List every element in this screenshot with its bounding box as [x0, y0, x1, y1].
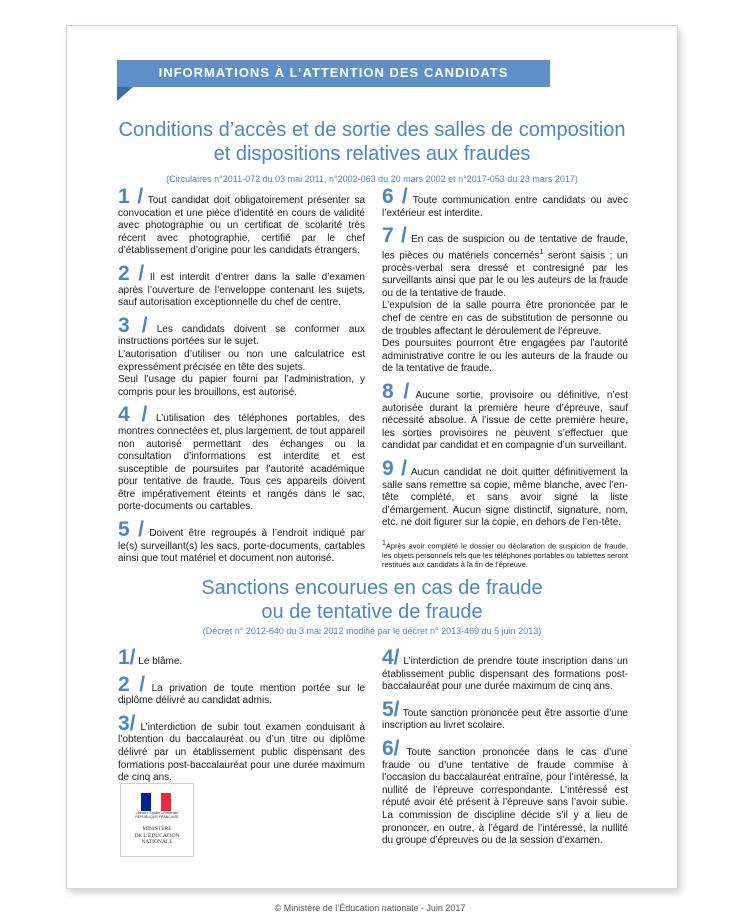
article-number: 7 / — [382, 224, 407, 248]
sanction-5 — [382, 697, 628, 733]
footnote-number: 1 — [382, 539, 386, 547]
article-7 — [382, 224, 629, 376]
article-text: Toute sanction prononcée peut être assortie d’une inscription au livret scolaire. — [382, 707, 628, 732]
article-text: L’interdiction de subir tout examen conduisant à l’obtention du baccalauréat ou d’un titre ou diplôme délivré par un établissement public dispensant des formations post-baccalauréat pour une durée maximum de cinq ans. — [118, 721, 366, 784]
article-text: Aucun candidat ne doit quitter définitivement la salle sans remettre sa copie, même blanche, avec l’en-tête complété, et sans avoir signé la liste d’émargement. Aucun signe distinctif, signature, nom, etc. ne doit figurer sur la copie, en dehors de l’en-tête. — [382, 467, 628, 529]
article-number: 3/ — [118, 711, 136, 735]
article-text: Tout candidat doit obligatoirement présenter sa convocation et une pièce d’identité en cours de validité avec photographie ou un certificat de scolarité très récent avec photographie, certifié par le chef d’établissement d’origine pour les candidats étrangers. — [118, 195, 365, 257]
article-text: Les candidats doivent se conformer aux instructions portées sur le sujet. — [118, 323, 365, 348]
article-text: En cas de suspicion ou de tentative de fraude, les pièces ou matériels concernés — [382, 234, 629, 262]
article-6 — [382, 185, 628, 220]
article-text: Le blâme. — [138, 656, 183, 667]
footnote-marker: 1 — [539, 248, 544, 256]
article-number: 4 / — [118, 403, 148, 427]
sanction-2 — [118, 672, 366, 708]
article-number: 3 / — [118, 313, 148, 337]
copyright-footer: © Ministère de l’Éducation nationale - Juin 2017 — [274, 903, 466, 913]
article-4 — [118, 403, 365, 514]
section2-left-column — [118, 646, 366, 794]
article-number: 2 / — [118, 261, 145, 285]
article-text: Doivent être regroupés à l’endroit indiqué par le(s) surveillant(s) les sacs, porte-documents, cartables ainsi que tout matériel et document non autorisé. — [118, 528, 366, 565]
article-number: 8 / — [382, 380, 410, 404]
article-1 — [118, 185, 365, 258]
article-text-extra: L’autorisation d’utiliser ou non une calculatrice est expressément précisée en tête des sujets. — [118, 348, 365, 373]
article-text-extra: Des poursuites pourront être engagées par l’autorité administrative contre le ou les auteurs de la fraude ou de la tentative de fraude. — [382, 338, 628, 375]
article-number: 5/ — [382, 697, 400, 721]
article-3 — [118, 313, 365, 400]
article-text: Toute sanction prononcée dans le cas d’une fraude ou d’une tentative de fraude commise à l’occasion du baccalauréat entraîne, pour l’intéressé, la nullité de l’épreuve correspondante. L’intéressé est réputé avoir été présent à l’épreuve sans l’avoir subie. La commission de discipline décide s’il y a lieu de prononcer, en outre, à l’égard de l’intéressé, la nullité du groupe d’épreuves ou de la session d’examen. — [382, 746, 628, 847]
article-text-extra: Seul l’usage du papier fourni par l’administration, y compris pour les brouillons, est autorisé. — [118, 374, 365, 398]
article-number: 1 / — [118, 185, 144, 208]
article-text-extra: L’expulsion de la salle pourra être prononcée par le chef de centre en cas de substitution de personne ou de troubles affectant le déroulement de l’épreuve. — [382, 300, 628, 337]
article-text: Aucune sortie, provisoire ou définitive, n’est autorisée durant la première heure d’épreuve, sauf nécessité absolue. À l’issue de cette première heure, les sorties provisoires ne peuvent s’effectuer que candidat par candidat et en compagnie d’un surveillant. — [382, 390, 628, 452]
article-number: 9 / — [382, 457, 407, 481]
article-9 — [382, 457, 628, 530]
article-2 — [118, 261, 365, 310]
article-text: La privation de toute mention portée sur le diplôme délivré au candidat admis. — [118, 682, 366, 707]
logo-motto: Liberté • Égalité • Fraternité RÉPUBLIQUE FRANÇAISE — [135, 811, 179, 819]
article-number: 6 / — [382, 185, 408, 208]
section2-reference: (Décret n° 2012-640 du 3 mai 2012 modifié par le décret n° 2013-469 du 5 juin 2013) — [202, 626, 542, 636]
sanction-6 — [382, 736, 628, 848]
tricolor-flag-icon — [141, 793, 171, 811]
article-number: 1/ — [118, 646, 136, 669]
article-number: 6/ — [382, 736, 400, 760]
article-5 — [118, 518, 366, 566]
section2-right-column — [382, 646, 628, 857]
article-number: 5 / — [118, 518, 144, 542]
footnote-text: Après avoir complété le dossier ou déclaration de suspicion de fraude, les objets personnels tels que les téléphones portables ou tablettes seront restitués aux candidats à la fin de l’épreuve. — [382, 541, 628, 570]
article-text: seront saisis ; un procès-verbal sera dressé et contresigné par les surveillants ainsi que par le ou les auteurs de la fraude ou de la tentative de fraude. — [382, 250, 628, 299]
section1-title-line2: et dispositions relatives aux fraudes — [213, 143, 531, 165]
section2-title-line1: Sanctions encourues en cas de fraude — [201, 577, 543, 599]
article-number: 4/ — [382, 646, 400, 669]
section2-title — [87, 576, 657, 624]
article-text: Toute communication entre candidats ou avec l’extérieur est interdite. — [382, 195, 628, 219]
logo-ministry-name: MINISTÈRE DE L’ÉDUCATION NATIONALE — [134, 826, 180, 845]
ministry-logo — [120, 783, 194, 857]
article-8 — [382, 380, 628, 453]
banner-fold — [117, 87, 133, 101]
sanction-4 — [382, 646, 628, 694]
article-text: L’interdiction de prendre toute inscription dans un établissement public dispensant des formations post-baccalauréat pour une durée maximum de cinq ans. — [382, 656, 628, 693]
section1-title-line1: Conditions d’accès et de sortie des salles de composition — [118, 119, 626, 141]
sanction-1 — [118, 646, 365, 669]
section1-left-column — [118, 185, 366, 575]
article-number: 2 / — [118, 672, 146, 696]
section1-reference: (Circulaires n°2011-072 du 03 mai 2011, n°2002-063 du 20 mars 2002 et n°2017-053 du 23 mars 2017) — [166, 174, 578, 184]
article-text: L’utilisation des téléphones portables, des montres connectées et, plus largement, de tout appareil non autorisé permettant des échanges ou la consultation d’informations est interdite et est susceptible de poursuites par l’autorité académique pour tentative de fraude. Tous ces appareils doivent être impérativement éteints et rangés dans le sac, porte-documents ou cartables. — [118, 413, 365, 513]
article-text: Il est interdit d’entrer dans la salle d’examen après l’ouverture de l’enveloppe contenant les sujets, sauf autorisation exceptionnelle du chef de centre. — [118, 271, 365, 309]
header-banner — [117, 60, 550, 87]
banner-title: INFORMATIONS À L’ATTENTION DES CANDIDATS — [158, 65, 509, 80]
document-page — [66, 25, 678, 889]
section1-title — [87, 118, 657, 166]
section1-right-column — [382, 185, 629, 570]
footnote — [382, 539, 628, 570]
section2-title-line2: ou de tentative de fraude — [261, 601, 483, 623]
sanction-3 — [118, 711, 366, 785]
